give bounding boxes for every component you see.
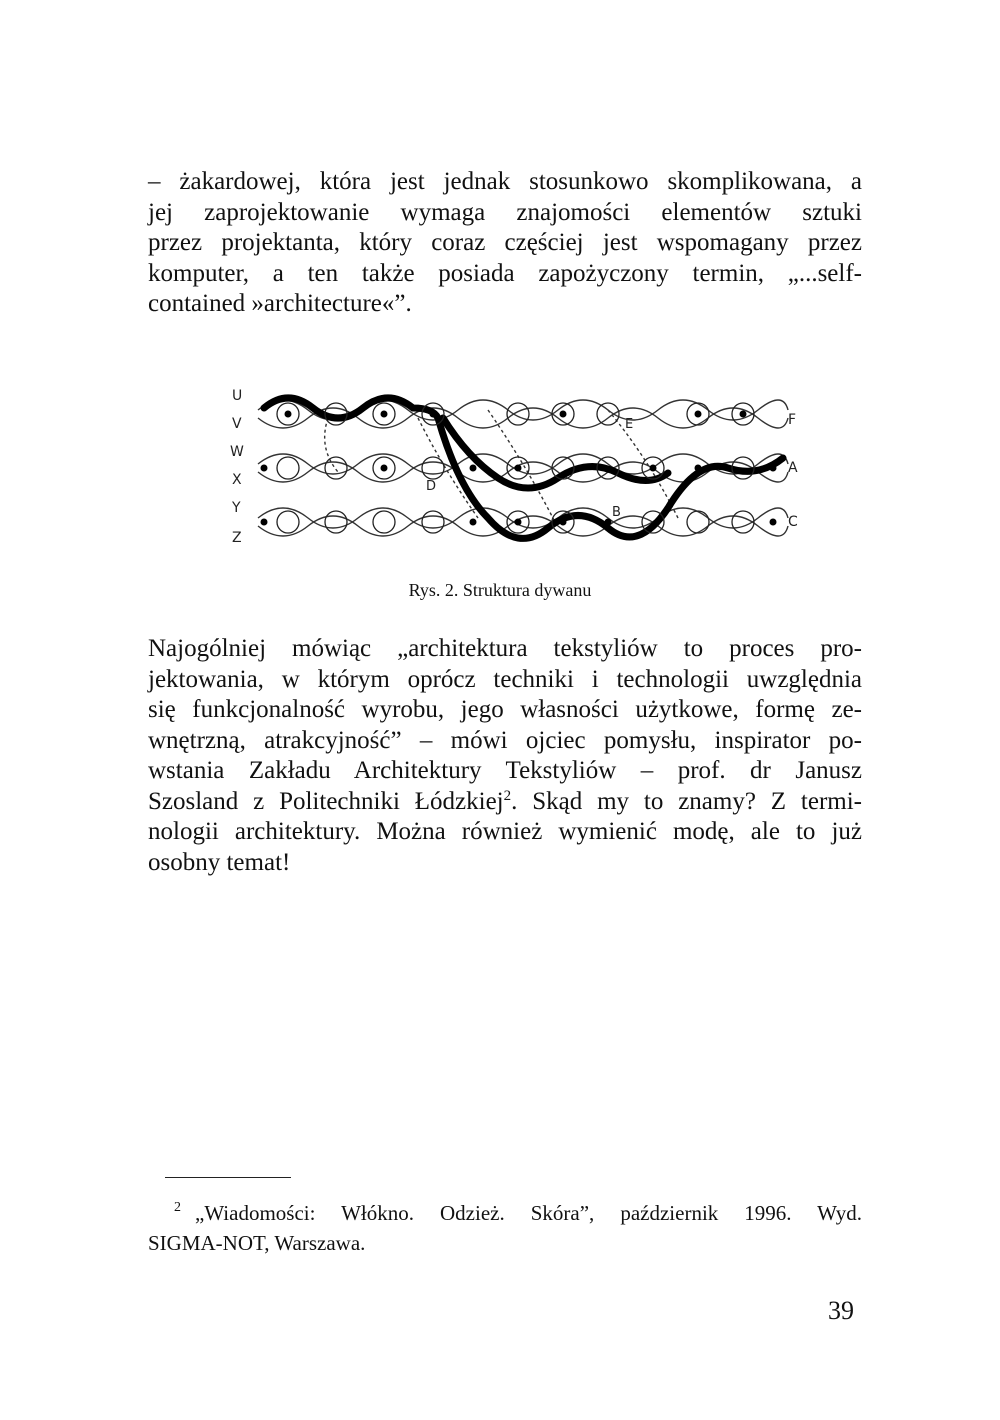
paragraph-1 [148,167,862,320]
paragraph-2-line: się funkcjonalność wyrobu, jego własności użytkowe, formę ze- [148,696,862,723]
row-label-z: Z [232,530,242,546]
paragraph-2-line: wstania Zakładu Architektury Tekstyliów – prof. dr Janusz [148,757,862,784]
paragraph-2-line: jektowania, w którym oprócz techniki i technologii uwzględnia [148,665,862,693]
line-text: . Skąd my to znamy? Z termi- [511,787,862,815]
figure-caption: Rys. 2. Struktura dywanu [408,580,592,600]
footnote-separator [165,1177,291,1178]
inner-label-e: E [625,417,634,432]
paragraph-2-line: Najogólniej mówiąc „architektura tekstyliów to proces pro- [148,635,862,662]
paragraph-2-line: osobny temat! [148,848,291,876]
side-label-a: A [788,460,798,476]
footnote-reference: 2 [503,787,512,804]
paragraph-1-line: contained »architecture«”. [148,290,412,317]
paragraph-2 [148,634,862,878]
footnote-line [148,1193,862,1228]
line-text: Szosland z Politechniki Łódzkiej [148,787,504,815]
paragraph-2-line: nologii architektury. Można również wymienić modę, ale to już [148,818,862,845]
row-label-x: X [232,472,242,488]
row-label-w: W [230,444,244,460]
inner-label-d: D [426,479,437,494]
paragraph-1-line: komputer, a ten także posiada zapożyczony termin, „...self- [148,259,862,287]
paragraph-1-line: – żakardowej, która jest jednak stosunkowo skomplikowana, a [148,168,862,195]
paragraph-1-line: jej zaprojektowanie wymaga znajomości elementów sztuki [148,198,862,226]
footnote-line: SIGMA-NOT, Warszawa. [148,1231,366,1255]
paragraph-2-line [148,787,862,818]
footnote-mark: 2 [174,1200,181,1215]
row-label-v: V [232,416,242,432]
paragraph-1-line: przez projektanta, który coraz częściej jest wspomagany przez [148,229,862,256]
inner-label-b: B [612,505,621,520]
paragraph-2-line: wnętrzną, atrakcyjność” – mówi ojciec pomysłu, inspirator po- [148,726,862,754]
row-label-y: Y [232,500,241,516]
side-label-c: C [788,514,798,530]
footnote-text: „Wiadomości: Włókno. Odzież. Skóra”, październik 1996. Wyd. [195,1201,862,1225]
page-number: 39 [828,1296,854,1325]
footnote [148,1193,862,1258]
carpet-structure-figure [228,378,808,553]
row-label-u: U [232,388,243,404]
carpet-structure-diagram [228,378,808,553]
side-label-f: F [788,412,797,428]
